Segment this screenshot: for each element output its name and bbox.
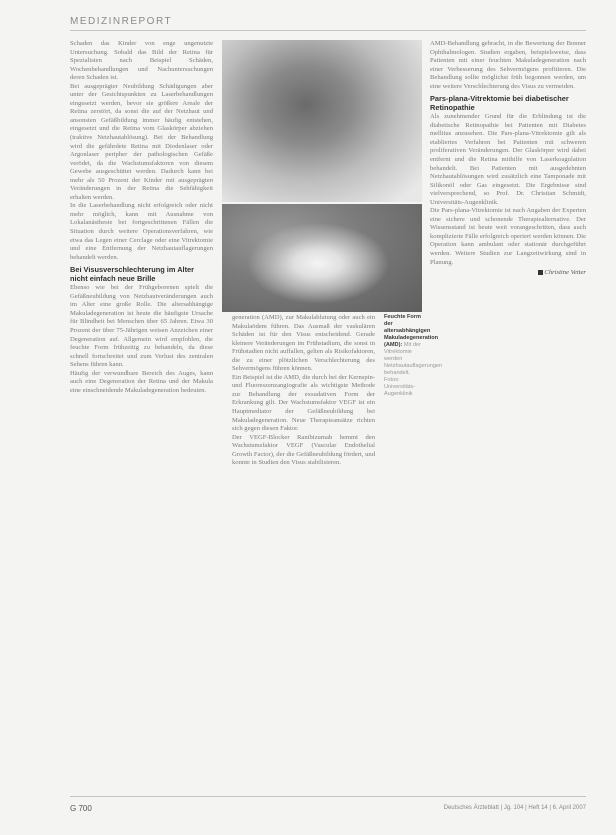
middle-column	[232, 314, 375, 468]
page-number: G 700	[70, 804, 92, 813]
retina-photo-figure	[222, 40, 422, 312]
right-column	[430, 40, 586, 278]
footer-divider	[70, 796, 586, 797]
left-paragraph-1: Schaden das Kinder von enge ungenutzte Untersuchung. Sobald das Bild der Retina für Spezialisten nach Beispiel Schäden, Wochenbehandlungen und Nachuntersuchungen deren Schaden ist.	[70, 40, 213, 82]
retina-photo-bottom	[222, 204, 422, 312]
left-subheading: Bei Visusverschlechterung im Alter nicht einfach neue Brille	[70, 265, 195, 284]
header-divider	[70, 30, 586, 31]
right-paragraph-2: Als zunehmender Grund für die Erblindung ist die diabetische Retinopathie bei Patienten mit Diabetes mellitus anzusehen. Die Pars-plana-Vitrektomie gilt als etabliertes Verfahren bei Patienten mit schweren proliferativen Veränderungen. Der Glaskörper wird dabei entfernt und die Retina mithilfe von Laserkoagulation behandelt. Bei Patienten mit ausgedehnten Netzhautablösungen wird zusätzlich eine Tamponade mit Silikonöl oder Gas eingesetzt. Die Ergebnisse sind vielversprechend, so Prof. Dr. Christian Schmidt, Universitäts-Augenklinik.	[430, 113, 586, 206]
middle-paragraph-3: Der VEGF-Blocker Ranibizumab hemmt den Wachstumsfaktor VEGF (Vascular Endothelial Growth Factor), der die Gefäßneubildung fördert, und konnte in Studien den Visus stabilisieren.	[232, 433, 375, 467]
author-name: Christine Vetter	[544, 269, 586, 277]
journal-citation: Deutsches Ärzteblatt | Jg. 104 | Heft 14 | 6. April 2007	[443, 805, 586, 811]
retina-photo-top	[222, 40, 422, 202]
end-mark-icon	[538, 270, 543, 275]
section-header: MEDIZINREPORT	[70, 16, 173, 27]
caption-title: Feuchte Form der altersabhängigen Makuladegeneration (AMD):	[384, 314, 439, 348]
middle-paragraph-1: generation (AMD), zur Makulablutung oder auch ein Makulaödem führen. Das Ausmaß der vaskulären Schäden ist für den Visus entscheidend. Gerade kleinere Veränderungen im Frühstadium, die sonst in Frühstadien nicht auffallen, gelten als Risikofaktoren, die zu einer plötzlichen Verschlechterung des Sehvermögens führen können.	[232, 314, 375, 373]
left-paragraph-5: Häufig der verwundbare Bereich des Auges, kann auch eine Degeneration der Retina und der Makula eine einschneidende Makuladegeneration bedeuten.	[70, 369, 213, 394]
photo-caption	[384, 314, 443, 398]
right-paragraph-3: Die Pars-plana-Vitrektomie ist nach Angaben der Experten eine sichere und schonende Therapiealternative. Der Wissensstand ist heute weit vorangeschritten, dass auch komplizierte Fälle erfolgreich operiert werden können. Die Operation kann ambulant oder stationär durchgeführt werden. Weitere Studien zur Langzeitwirkung sind in Planung.	[430, 207, 586, 266]
middle-paragraph-2: Ein Beispiel ist die AMD, die durch bei der Kernspin- und Fluoreszenzangiografie als wichtigste Methode zur Behandlung der exsudativen Form der Erkrankung gilt. Der Wachstumsfaktor VEGF ist ein Hauptmediator der Gefäßneubildung bei Makuladegeneration. Neue Therapieansätze richten sich gegen diesen Faktor.	[232, 373, 375, 433]
left-column	[70, 40, 213, 395]
right-paragraph-1: AMD-Behandlung gebracht, in die Bewertung der Bonner Ophthalmologen. Studien ergaben, beispielsweise, dass Patienten mit einer feuchten Makuladegeneration nach einer Verbesserung des Sehvermögens profitieren. Die Behandlung sollte möglichst früh begonnen werden, um eine weitere Verschlechterung des Visus zu vermeiden.	[430, 40, 586, 90]
left-paragraph-4: Ebenso wie bei der Frühgeborenen spielt die Gefäßneubildung von Netzhautveränderungen auch im Alter eine große Rolle. Die altersabhängige Makuladegeneration ist heute die häufigste Ursache für Blindheit bei Menschen über 65 Jahren. Etwa 30 Prozent der über 75-Jährigen weisen Anzeichen einer Degeneration auf. Allgemein wird empfohlen, die feuchte Form frühzeitig zu behandeln, da diese schnell fortschreitet und zum Verlust des zentralen Sehens führen kann.	[70, 284, 213, 369]
left-paragraph-2: Bei ausgeprägter Neubildung Schädigungen aber unter der Gesichtspunkten zu Laserbehandlungen eingesetzt werden, bevor sie größere Areale der Retina zerstört, da sonst die auf der Netzhaut und ansonsten Gefäßbildung immer häufig entstehen, eingesetzt und die Retina vom Glaskörper abziehen (traktive Netzhautablösung). Bei der Behandlung wird die gefährdete Retina mit Diodenlaser oder Argonlaser peripher der pathologischen Gefäße verödet, da die Wachstumsfaktoren von diesem Gewebe ausgeschüttet werden. Dadurch kann bei mehr als 50 Prozent der Kinder mit ausgeprägten Veränderungen in der Retina die Sehfähigkeit erhalten werden.	[70, 82, 213, 201]
right-subheading: Pars-plana-Vitrektomie bei diabetischer Retinopathie	[430, 94, 569, 113]
left-paragraph-3: In die Laserbehandlung nicht erfolgreich oder nicht mehr möglich, kann mit Ausnahme von Lokalanästhesie bei fortgeschrittenen Fällen die Situation durch weitere Operationsverfahren, wie etwa das Legen einer Cerclage oder eine Vitrektomie und eine Entfernung der Netzhautauflagerungen behandelt werden.	[70, 202, 213, 261]
author-signature	[430, 269, 586, 278]
caption-text: Mit der Vitrektomie werden Netzhautauflagerungen behandelt. Fotos: Universitäts-Augenklinik	[384, 342, 443, 397]
